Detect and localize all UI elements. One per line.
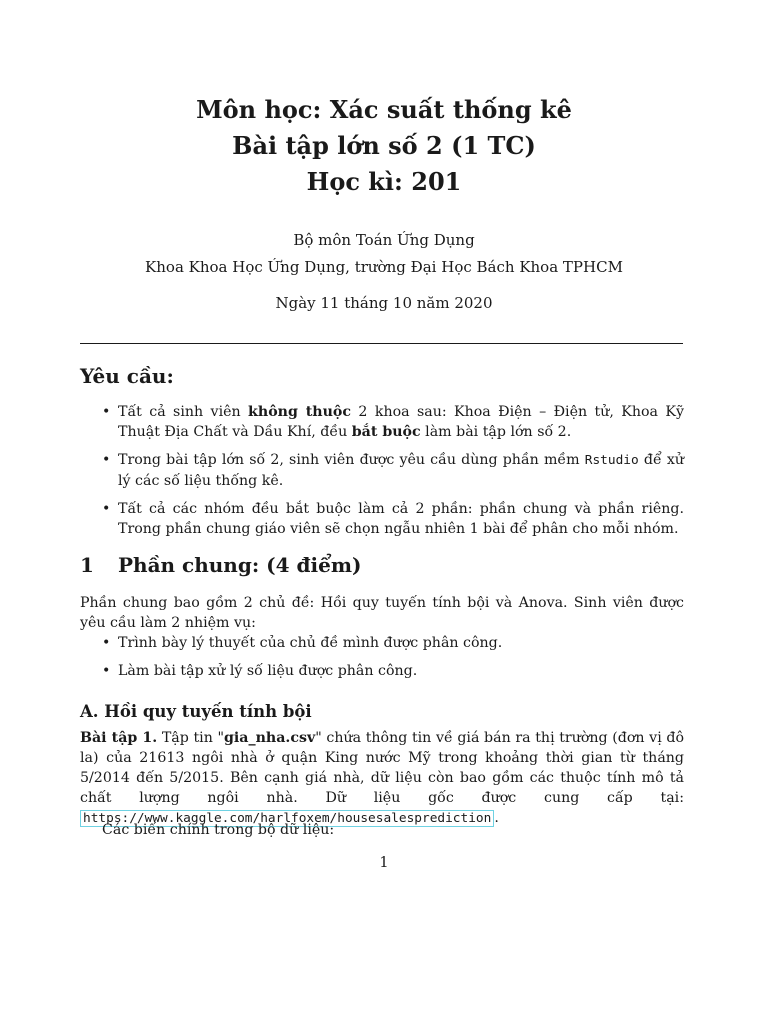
list-item: • Làm bài tập xử lý số liệu được phân công. — [102, 663, 418, 679]
bullet-icon: • — [102, 635, 111, 651]
requirements-list — [80, 402, 684, 547]
file-name: gia_nha.csv — [224, 730, 316, 746]
department: Bộ môn Toán Ứng Dụng — [293, 231, 475, 249]
section-1-heading — [80, 553, 361, 577]
emphasis-mandatory: bắt buộc — [351, 424, 421, 440]
faculty: Khoa Khoa Học Ứng Dụng, trường Đại Học Bách Khoa TPHCM — [145, 258, 623, 276]
dataset-link[interactable]: https://www.kaggle.com/harlfoxem/housesalesprediction — [80, 810, 494, 827]
section-number: 1 — [80, 553, 94, 577]
section-1-intro: Phần chung bao gồm 2 chủ đề: Hồi quy tuyến tính bội và Anova. Sinh viên được yêu cầu làm 2 nhiệm vụ: — [80, 595, 684, 631]
list-item: • Trong bài tập lớn số 2, sinh viên được yêu cầu dùng phần mềm Rstudio để xử lý các số liệu thống kê. — [102, 452, 684, 489]
section-title: Phần chung: (4 điểm) — [118, 553, 362, 577]
tasks-list — [80, 633, 684, 689]
emphasis-not-belonging: không thuộc — [248, 404, 352, 420]
bullet-icon: • — [102, 404, 111, 420]
list-item: • Tất cả sinh viên không thuộc 2 khoa sau: Khoa Điện – Điện tử, Khoa Kỹ Thuật Địa Chất và Dầu Khí, đều bắt buộc làm bài tập lớn số 2. — [102, 404, 685, 440]
list-item: • Tất cả các nhóm đều bắt buộc làm cả 2 phần: phần chung và phần riêng. Trong phần chung giáo viên sẽ chọn ngẫu nhiên 1 bài để phân cho mỗi nhóm. — [102, 501, 684, 537]
bullet-icon: • — [102, 501, 111, 517]
software-name: Rstudio — [584, 453, 639, 468]
assignment-title: Bài tập lớn số 2 (1 TC) — [232, 131, 536, 160]
title-block — [0, 92, 768, 200]
page-number: 1 — [379, 855, 389, 871]
exercise-label: Bài tập 1. — [80, 730, 158, 746]
subsection-a-heading: A. Hồi quy tuyến tính bội — [80, 702, 312, 721]
exercise-1-paragraph: Bài tập 1. Tập tin "gia_nha.csv" chứa thông tin về giá bán ra thị trường (đơn vị đô la) của 21613 ngôi nhà ở quận King nước Mỹ trong khoảng thời gian từ tháng 5/2014 đến 5/2015. Bên cạnh giá nhà, dữ liệu còn bao gồm các thuộc tính mô tả chất lượng ngôi nhà. Dữ liệu gốc được cung cấp tại: https://www.kaggle.com/harlfoxem/housesalesprediction . — [80, 730, 684, 826]
variables-intro: Các biến chính trong bộ dữ liệu: — [102, 822, 335, 838]
course-title: Môn học: Xác suất thống kê — [196, 95, 572, 124]
semester-title: Học kì: 201 — [306, 167, 462, 196]
list-item: • Trình bày lý thuyết của chủ đề mình được phân công. — [102, 635, 503, 651]
bullet-icon: • — [102, 663, 111, 679]
bullet-icon: • — [102, 452, 111, 468]
requirements-heading: Yêu cầu: — [80, 364, 174, 388]
horizontal-rule — [80, 343, 683, 344]
document-date: Ngày 11 tháng 10 năm 2020 — [275, 294, 493, 312]
